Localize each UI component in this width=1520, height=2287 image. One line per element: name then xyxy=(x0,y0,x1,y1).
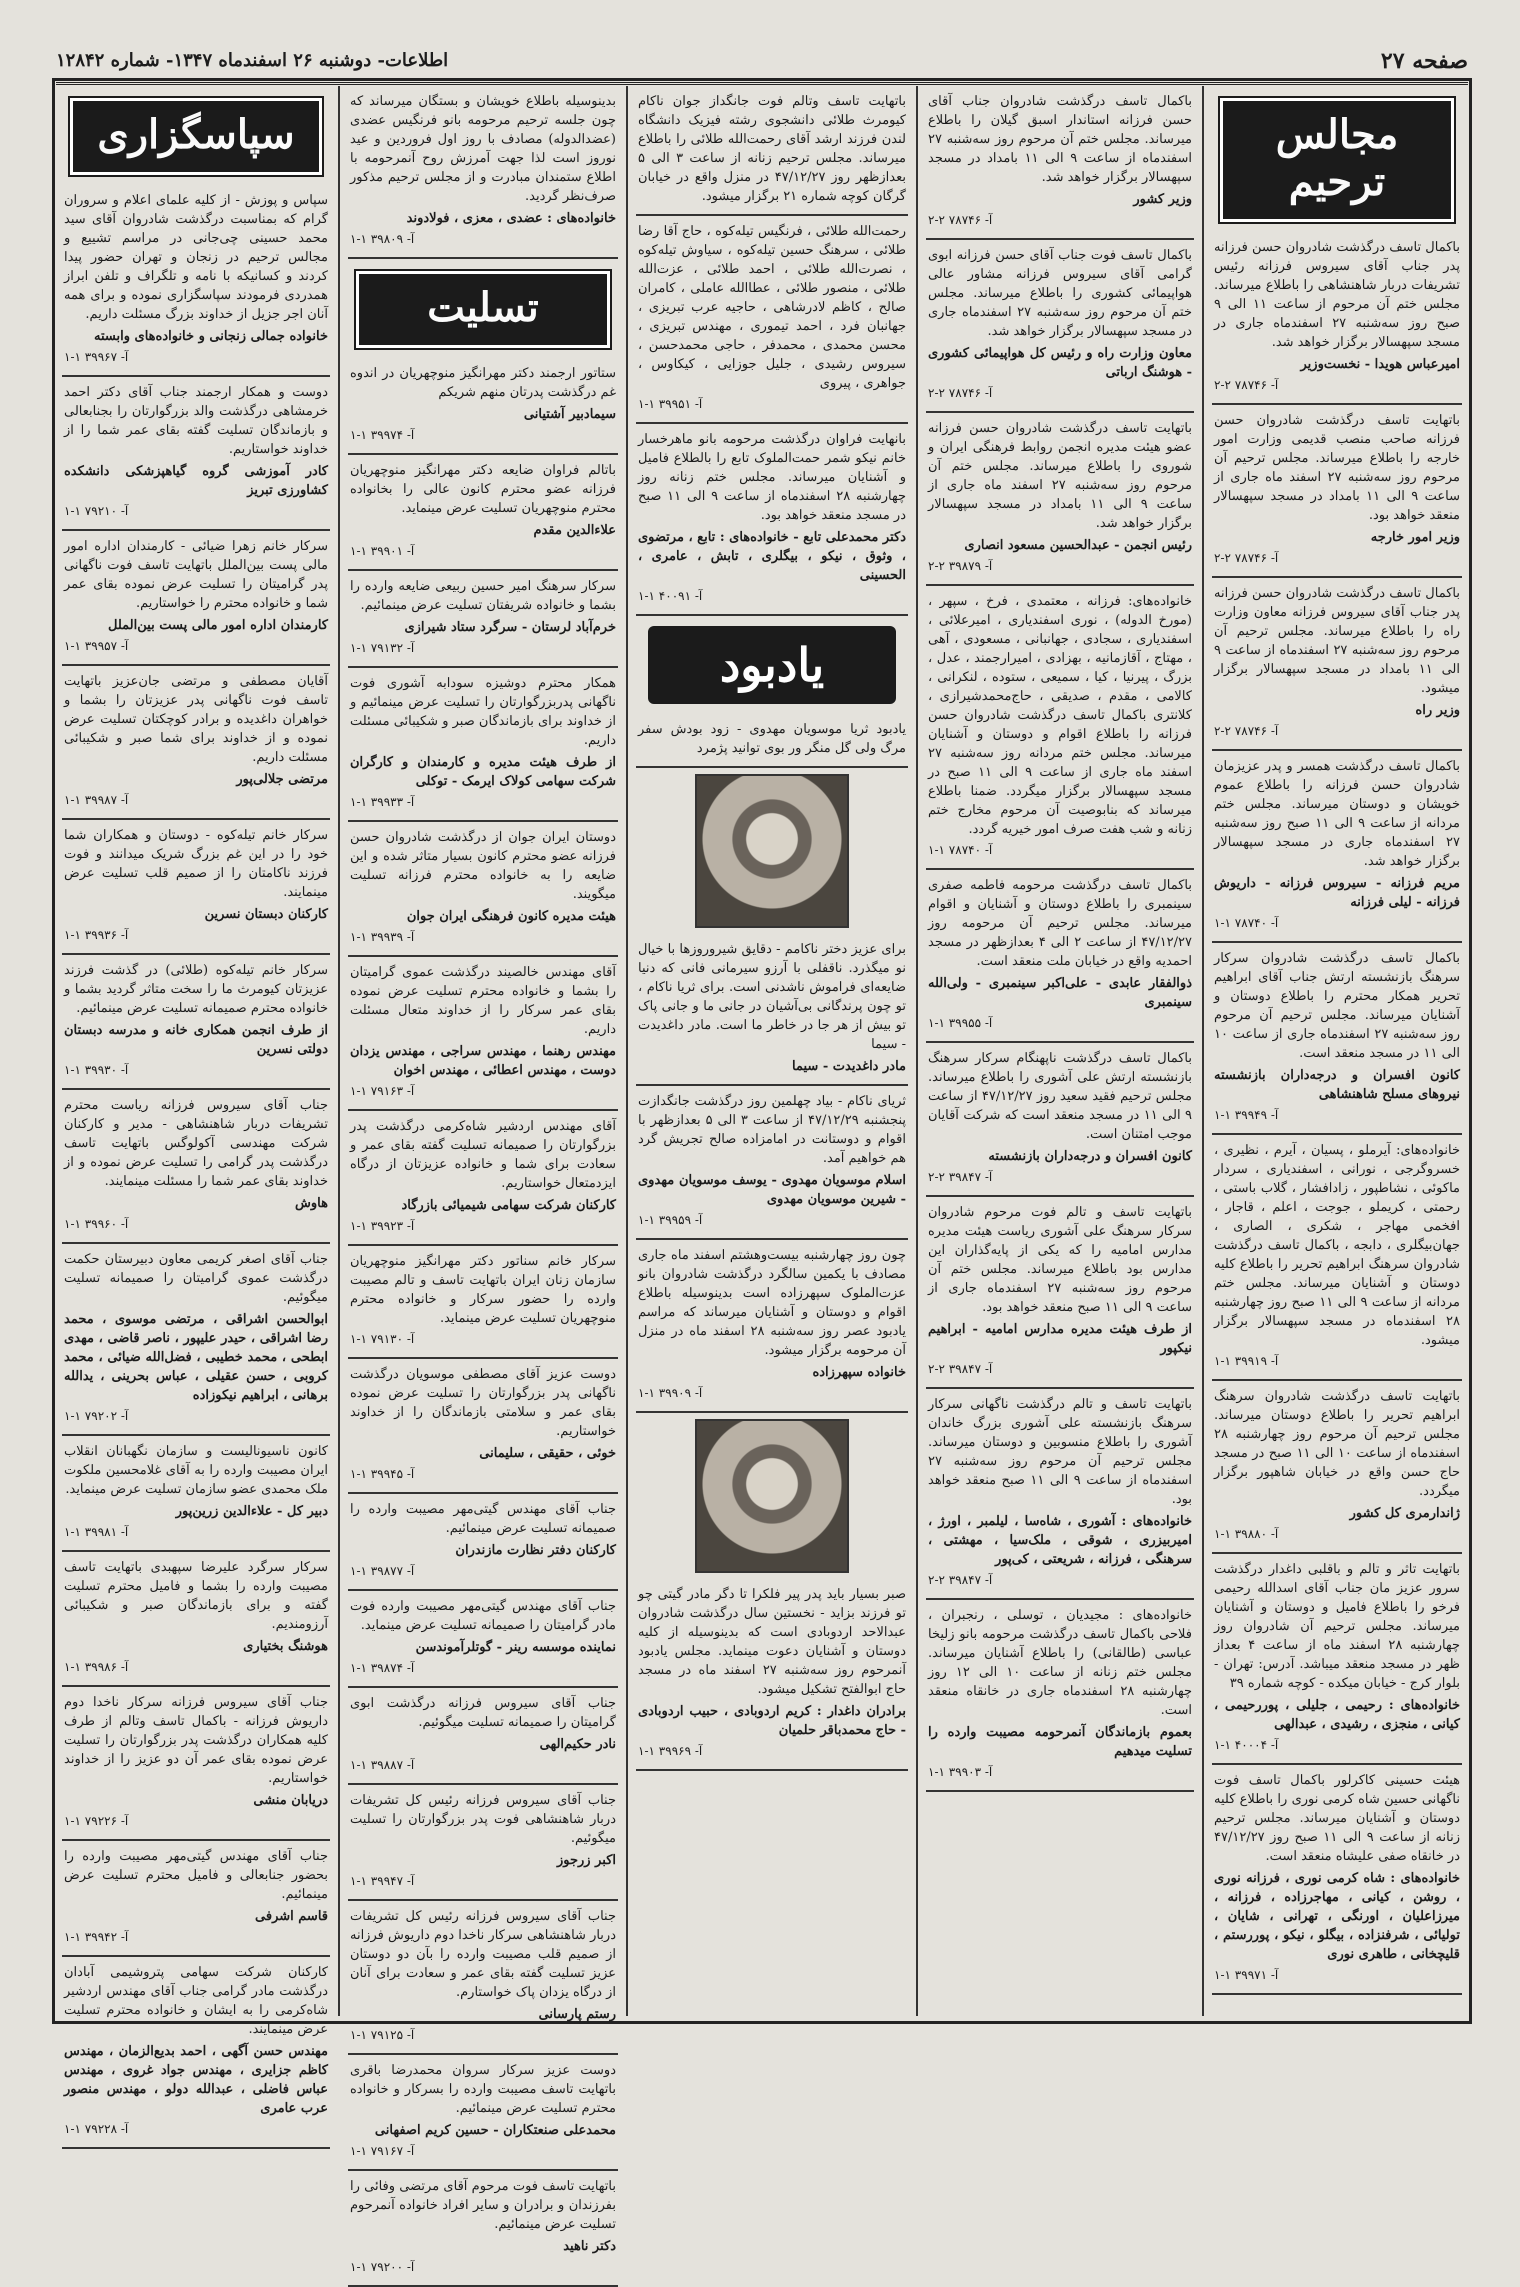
notice xyxy=(62,531,330,666)
notice-code: آ- ۷۹۲۲۶ ۱-۱ xyxy=(64,1814,129,1828)
notice-code: آ- ۷۸۷۴۶ ۲-۲ xyxy=(1214,724,1279,738)
notice xyxy=(636,1086,908,1240)
notice xyxy=(926,413,1194,586)
notice-code: آ- ۳۹۹۷۱ ۱-۱ xyxy=(1214,1968,1279,1982)
notice xyxy=(1212,405,1462,578)
notice-code: آ- ۷۹۱۶۳ ۱-۱ xyxy=(350,1084,415,1098)
notice xyxy=(636,216,908,424)
notice-text: هیئت حسینی کاکرلور باکمال تاسف فوت ناگهانی حسین شاه کرمی نوری را باطلاع کلیه دوستان و آشنایان میرساند. مجلس ترحیم زنانه از ساعت ۹ الی ۱۱ صبح روز ۴۷/۱۲/۲۷ در خانقاه صفی علیشاه منعقد است. xyxy=(1214,1773,1460,1864)
notice-signature: نماینده موسسه رینر - گوتلرآموندسن xyxy=(415,1640,616,1655)
notice-text: باکمال تاسف درگذشت همسر و پدر عزیزمان شادروان حسن فرزانه را باطلاع عموم خویشان و دوستان میرساند. مجلس ختم مردانه از ساعت ۹ الی ۱۱ صبح روز سه‌شنبه ۲۷ اسفندماه جاری در مسجد سپهسالار برگزار خواهد شد. xyxy=(1214,759,1460,869)
notice xyxy=(1212,943,1462,1135)
notice-signature: کارمندان اداره امور مالی پست بین‌الملل xyxy=(108,618,328,633)
notice xyxy=(348,1494,618,1591)
notice-code: آ- ۳۹۸۸۷ ۱-۱ xyxy=(350,1758,415,1772)
notice-text: همکار محترم دوشیزه سودابه آشوری فوت ناگهانی پدربزرگوارتان را تسلیت عرض مینمائیم و از خداوند برای بازماندگان صبر و شکیبائی مسئلت داریم. xyxy=(350,676,616,748)
notice-code: آ- ۳۹۹۰۳ ۱-۱ xyxy=(928,1765,993,1779)
notice xyxy=(348,1901,618,2055)
notice-signature: قاسم اشرفی xyxy=(255,1909,328,1924)
notice-code: آ- ۷۹۲۰۰ ۱-۱ xyxy=(350,2260,415,2274)
notice-text: جناب آقای مهندس گیتی‌مهر مصیبت وارده را بحضور جنابعالی و فامیل محترم تسلیت عرض مینمائیم. xyxy=(64,1849,328,1902)
notice xyxy=(1212,578,1462,751)
notice-code: آ- ۳۹۹۱۹ ۱-۱ xyxy=(1214,1354,1279,1368)
notice-signature: مهندس رهنما ، مهندس سراجی ، مهندس یزدان دوست ، مهندس اعطائی ، مهندس اخوان xyxy=(350,1044,616,1078)
notice-text: جناب آقای اصغر کریمی معاون دبیرستان حکمت درگذشت عموی گرامیتان را صمیمانه تسلیت میگوئیم. xyxy=(64,1252,328,1305)
notice-code: آ- ۷۸۷۴۶ ۲-۲ xyxy=(928,386,993,400)
section-banner-memorial: یادبود xyxy=(648,626,896,704)
column-memorial xyxy=(630,86,914,2016)
notice-text: سرکار خانم تیله‌کوه - دوستان و همکاران شما خود را در این غم بزرگ شریک میدانند و فوت فرزند ناکامتان را از صمیم قلب تسلیت عرض مینمایند. xyxy=(64,828,328,900)
notice xyxy=(1212,1765,1462,1995)
notice-code: آ- ۷۸۷۴۰ ۱-۱ xyxy=(1214,916,1279,930)
notice-code: آ- ۳۹۸۷۹ ۲-۲ xyxy=(928,559,993,573)
notice-code: آ- ۳۹۸۷۴ ۱-۱ xyxy=(350,1661,415,1675)
column-rule xyxy=(1202,86,1204,2016)
notice-code: آ- ۴۰۰۹۱ ۱-۱ xyxy=(638,589,703,603)
notice xyxy=(348,2055,618,2171)
notice xyxy=(348,1359,618,1494)
notice xyxy=(348,822,618,957)
notice-code: آ- ۳۹۹۳۳ ۱-۱ xyxy=(350,795,415,809)
notice-signature: خرم‌آباد لرستان - سرگرد ستاد شیرازی xyxy=(404,620,616,635)
notice-text: باکمال تاسف درگذشت شادروان حسن فرزانه پدر جناب آقای سیروس فرزانه رئیس تشریفات دربار شاهنشاهی را باطلاع میرساند. مجلس ختم آن مرحوم از ساعت ۱۱ الی ۹ صبح روز سه‌شنبه ۲۷ اسفندماه جاری در مسجد سپهسالار برگزار خواهد شد. xyxy=(1214,240,1461,350)
notice-signature: علاءالدین مقدم xyxy=(533,523,616,538)
notice-signature: خانواده‌های : آشوری ، شاه‌سا ، لیلمبر ، اورژ ، امیربیزری ، شوقی ، ملک‌سیا ، مهشتی ، سرهنگی ، فرزانه ، شریعتی ، کی‌پور xyxy=(928,1514,1192,1567)
notice-signature: ژاندارمری کل کشور xyxy=(1349,1506,1460,1521)
notice-text: باتهایت تاسف درگذشت شادروان سرهنگ ابراهیم تحریر را باطلاع دوستان میرساند. مجلس ترحیم آن مرحوم روز چهارشنبه ۲۸ اسفندماه از ساعت ۱۰ الی ۱۱ صبح در مسجد حاج حسن واقع در خیابان شاهپور برگزار میگردد. xyxy=(1214,1389,1460,1499)
notice-text: جناب آقای سیروس فرزانه رئیس کل تشریفات دربار شاهنشاهی سرکار ناخدا دوم داریوش فرزانه از صمیم قلب مصیبت وارده را بآن دو دوستان عزیز تسلیت گفته بقای عمر و سعادت برای آنان از درگاه یزدان پاک خواستارم. xyxy=(349,1909,616,2000)
notice xyxy=(62,1090,330,1244)
notice xyxy=(348,571,618,668)
notice-text: باتهایت تاسف و تالم درگذشت ناگهانی سرکار سرهنگ بازنشسته علی آشوری بزرگ خاندان آشوری را باطلاع منسوبین و دوستان میرساند. مجلس ترحیم آن مرحوم روز سه‌شنبه ۲۷ اسفندماه از ساعت ۹ الی ۱۱ صبح منعقد خواهد بود. xyxy=(928,1397,1192,1507)
notice-text: باتالم فراوان ضایعه دکتر مهرانگیز منوچهریان فرزانه عضو محترم کانون عالی را بخانواده محترم منوچهریان تسلیت عرض مینماید. xyxy=(350,463,616,516)
notice-code: آ- ۳۹۹۳۹ ۱-۱ xyxy=(350,930,415,944)
column-rule xyxy=(626,86,628,2016)
notice-code: آ- ۳۹۹۴۹ ۱-۱ xyxy=(1214,1108,1279,1122)
notice-code: آ- ۳۹۹۴۵ ۱-۱ xyxy=(350,1467,415,1481)
section-banner-thanks: سپاسگزاری xyxy=(70,98,322,175)
notice-text: جناب آقای سیروس فرزانه درگذشت ابوی گرامیتان را صمیمانه تسلیت میگوئیم. xyxy=(350,1696,616,1730)
notice xyxy=(62,820,330,955)
notice-code: آ- ۳۹۹۵۵ ۱-۱ xyxy=(928,1016,993,1030)
notice-code: آ- ۷۹۲۲۸ ۱-۱ xyxy=(64,2122,129,2136)
notice-text: سرکار خانم زهرا ضیائی - کارمندان اداره امور مالی پست بین‌الملل باتهایت تاسف فوت ناگهانی پدر گرامیتان را تسلیت عرض نموده بقای عمر شما و خانواده محترم را خواستاریم. xyxy=(64,539,328,611)
notice-code: آ- ۳۹۸۰۹ ۱-۱ xyxy=(350,232,415,246)
notice-text: خانواده‌های : مجیدیان ، توسلی ، رنجبران ، فلاحی باکمال تاسف درگذشت مرحومه بانو زلیخا عباسی (طالقانی) را باطلاع آشنایان میرساند. مجلس ختم زنانه از ساعت ۱۰ الی ۱۲ روز چهارشنبه ۲۸ اسفندماه جاری در خانقاه منعقد است. xyxy=(928,1608,1193,1718)
notice-text: سرکار خانم تیله‌کوه (طلائی) در گذشت فرزند عزیزتان کیومرث ما را سخت متاثر گردید بشما و خانواده محترم صمیمانه تسلیت عرض مینمائیم. xyxy=(64,963,328,1016)
notice-text: سپاس و پوزش - از کلیه علمای اعلام و سروران گرام که بمناسبت درگذشت شادروان آقای سید محمد حسینی چی‌جانی در مراسم تشییع و مجالس ترحیم در زنجان و تهران حضور پیدا کردند و کسانیکه با نامه و تلگراف و تلفن ابراز همدردی فرمودند سپاسگزاری نموده و برای همه آنان اجر جزیل از خداوند بزرگ مسئلت داریم. xyxy=(64,193,328,322)
notice-signature: خانواده‌های : عضدی ، معزی ، فولادوند xyxy=(406,211,616,226)
notice-code: آ- ۷۸۷۴۰ ۱-۱ xyxy=(928,843,993,857)
section-banner-condolences: مجالس ترحیم xyxy=(1220,98,1454,222)
notice-code: آ- ۳۹۹۶۰ ۱-۱ xyxy=(64,1217,129,1231)
notice-code: آ- ۳۹۹۳۶ ۱-۱ xyxy=(64,928,129,942)
notice-text: جناب آقای مهندس گیتی‌مهر مصیبت وارده را صمیمانه تسلیت عرض مینمائیم. xyxy=(350,1502,616,1536)
notice-signature: ذوالفقار عابدی - علی‌اکبر سینمبری - ولی‌الله سینمبری xyxy=(928,976,1192,1010)
notice-text: باتهایت تاسف درگذشت شادروان حسن فرزانه صاحب منصب قدیمی وزارت امور خارجه را باطلاع میرساند. مجلس ترحیم آن مرحوم روز سه‌شنبه ۲۷ اسفند ماه جاری از ساعت ۹ الی ۱۱ بامداد در مسجد سپهسالار منعقد خواهد بود. xyxy=(1214,413,1460,523)
notice-signature: اسلام موسویان مهدوی - یوسف موسویان مهدوی - شیرین موسویان مهدوی xyxy=(638,1173,906,1207)
notice-signature: معاون وزارت راه و رئیس کل هواپیمائی کشوری - هوشنگ ارباتی xyxy=(928,346,1192,380)
notice-code: آ- ۳۹۸۷۷ ۱-۱ xyxy=(350,1564,415,1578)
notice-signature: دریابان منشی xyxy=(253,1793,328,1808)
notice-code: آ- ۳۹۸۴۷ ۲-۲ xyxy=(928,1170,993,1184)
notice xyxy=(636,424,908,616)
notice xyxy=(636,1240,908,1413)
notice xyxy=(62,1436,330,1552)
notice-text: باکمال تاسف درگذشت ناپهنگام سرکار سرهنگ بازنشسته ارتش علی آشوری را باطلاع میرساند. مجلس ترحیم فقید سعید روز ۴۷/۱۲/۲۷ از ساعت ۹ الی ۱۱ در مسجد منعقد است که شرکت آقایان موجب امتنان است. xyxy=(928,1051,1193,1142)
section-banner-sympathy: تسلیت xyxy=(356,271,610,348)
notice-text: باکمال تاسف درگذشت شادروان حسن فرزانه پدر جناب آقای سیروس فرزانه معاون وزارت راه را باطلاع میرساند. مجلس ترحیم آن مرحوم روز سه‌شنبه ۲۷ اسفندماه از ساعت ۹ الی ۱۱ بامداد در مسجد سپهسالار برگزار میشود. xyxy=(1214,586,1460,696)
notice-code: آ- ۳۹۹۲۳ ۱-۱ xyxy=(350,1219,415,1233)
notice-code: آ- ۴۰۰۰۴ ۱-۱ xyxy=(1214,1738,1279,1752)
notice xyxy=(1212,232,1462,405)
notice-signature: خانواده جمالی زنجانی و خانواده‌های وابسته xyxy=(94,329,328,344)
notice xyxy=(348,1111,618,1246)
notice-text: خانواده‌های: فرزانه ، معتمدی ، فرخ ، سپهر ، (مورخ الدوله) ، نوری اسفندیاری ، امیرعلائی ، اسفندیاری ، سجادی ، جهانبانی ، مسعودی ، آهی ، مهتاج ، آقازمانیه ، بهزادی ، امیرارجمند ، عدل ، بزرگ ، پیرنیا ، کیا ، سمیعی ، ستوده ، لنکرانی ، کالامی ، مقدم ، صدیقی ، حاج‌محمدشیرازی ، کلانتری باکمال تاسف درگذشت شادروان حسن فرزانه را باطلاع اقوام و دوستان و آشنایان میرساند. مجلس ختم مردانه روز سه‌شنبه ۲۷ اسفند ماه جاری از ساعت ۹ الی ۱۱ صبح در مسجد سپهسالار برگزار میگردد. ضمنا باطلاع میرساند که بنابوصیت آن مرحوم مخارج ختم زنانه و شب هفت صرف امور خیریه گردد. xyxy=(928,594,1192,837)
notice-code: آ- ۷۸۷۴۶ ۲-۲ xyxy=(928,213,993,227)
notice-code: آ- ۳۹۹۸۱ ۱-۱ xyxy=(64,1525,129,1539)
notice-text: باکمال تاسف درگذشت شادروان سرکار سرهنگ بازنشسته ارتش جناب آقای ابراهیم تحریر همکار محترم را باطلاع دوستان و آشنایان میرساند. مجلس ترحیم آن مرحوم روز سه‌شنبه ۲۷ اسفندماه جاری از ساعت ۱۰ الی ۱۱ در مسجد منعقد است. xyxy=(1214,951,1460,1061)
notice-signature: دکتر محمدعلی تابع - خانواده‌های : تابع ، مرتضوی ، وثوق ، نیکو ، بیگلری ، تابش ، عامری ، الحسینی xyxy=(638,530,906,583)
notice-signature: رئیس انجمن - عبدالحسین مسعود انصاری xyxy=(964,538,1192,553)
notice-text: چون روز چهارشنبه بیست‌وهشتم اسفند ماه جاری مصادف با یکمین سالگرد درگذشت شادروان بانو عزت‌الملوک سپهرزاده است بدینوسیله باطلاع اقوام و دوستان و آشنایان میرساند که مراسم یادبود عصر روز سه‌شنبه ۲۸ اسفند ماه در منزل آن مرحومه برگزار میشود. xyxy=(638,1248,906,1358)
notice xyxy=(348,1785,618,1901)
notice xyxy=(62,1244,330,1436)
notice-code: آ- ۷۹۱۲۵ ۱-۱ xyxy=(350,2028,415,2042)
notices-list xyxy=(348,86,618,2287)
notice-text: باتهایت تاثر و تالم و باقلبی داغدار درگذشت سرور عزیز مان جناب آقای اسدالله رحیمی فرخو را باطلاع فامیل و دوستان و آشنایان میرساند. مجلس ترحیم آن شادروان روز چهارشنبه ۲۸ اسفند ماه از ساعت ۴ بعداز ظهر در مسجد منعقد میباشد. آدرس: تهران - بلوار کرج - خیابان میکده - کوچه شماره ۳۹ xyxy=(1214,1562,1460,1691)
notice xyxy=(926,240,1194,413)
notice xyxy=(926,1389,1194,1600)
notice xyxy=(926,1043,1194,1197)
notice-code: آ- ۳۹۹۰۱ ۱-۱ xyxy=(350,544,415,558)
column-condolences-2 xyxy=(920,86,1200,2016)
notice xyxy=(348,1688,618,1785)
notice xyxy=(636,714,908,768)
notice-signature: کارکنان دبستان نسرین xyxy=(204,907,328,922)
notice-text: باکمال تاسف فوت جناب آقای حسن فرزانه ابوی گرامی آقای سیروس فرزانه مشاور عالی هواپیمائی کشوری را باطلاع میرساند. مجلس ختم آن مرحوم روز سه‌شنبه ۲۷ اسفندماه جاری در مسجد سپهسالار برگزار خواهد شد. xyxy=(928,248,1193,339)
notice-code: آ- ۷۹۱۶۷ ۱-۱ xyxy=(350,2144,415,2158)
notice xyxy=(926,870,1194,1043)
notice-text: باکمال تاسف درگذشت مرحومه فاطمه صفری سینمبری را باطلاع دوستان و آشنایان و اقوام میرساند. مجلس ترحیم آن مرحومه روز ۴۷/۱۲/۲۷ از ساعت ۲ الی ۴ بعدازظهر در مسجد احمدیه واقع در خیابان ملت منعقد است. xyxy=(928,878,1192,969)
notice xyxy=(926,586,1194,870)
notices-list xyxy=(1212,232,1462,1995)
column-rule xyxy=(916,86,918,2016)
notice-text: جناب آقای سیروس فرزانه ریاست محترم تشریفات دربار شاهنشاهی - مدیر و کارکنان شرکت مهندسی آکولوگس باتهایت تاسف درگذشت پدر گرامی را تسلیت عرض نموده و از خداوند بقای عمر شما را مسئلت مینمایند. xyxy=(64,1098,328,1189)
column-condolences xyxy=(1206,86,1468,2016)
notice-code: آ- ۳۹۹۵۷ ۱-۱ xyxy=(64,639,129,653)
notice-signature: مرتضی جلالی‌پور xyxy=(236,772,328,787)
notice-signature: دکتر ناهید xyxy=(563,2239,616,2254)
notice-signature: مریم فرزانه - سیروس فرزانه - داریوش فرزانه - لیلی فرزانه xyxy=(1214,876,1460,910)
notice-signature: کارکنان شرکت سهامی شیمیائی بازرگاد xyxy=(401,1198,616,1213)
notice-signature: خانواده‌های : شاه کرمی نوری ، فرزانه نوری ، روشن ، کیانی ، مهاجرزاده ، فرزانه ، میرزاعلیان ، اورنگی ، تهرانی ، شایان ، تولیائی ، شرفنزاده ، بیگلو ، نیکو ، پوررستم ، قلیچخانی ، طاهری نوری xyxy=(1214,1871,1460,1962)
notices-list xyxy=(926,86,1194,1792)
notice-text: دوست عزیز آقای مصطفی موسویان درگذشت ناگهانی پدر بزرگوارتان را تسلیت عرض نموده بقای عمر و سلامتی بازماندگان را از خداوند خواستاریم. xyxy=(350,1367,616,1439)
notice-signature: خوئی ، حقیقی ، سلیمانی xyxy=(479,1446,616,1461)
notice xyxy=(62,1552,330,1687)
notice xyxy=(926,1197,1194,1389)
notice-text: آقای مهندس اردشیر شاه‌کرمی درگذشت پدر بزرگوارتان را صمیمانه تسلیت گفته بقای عمر و سعادت برای شما و خانواده عزیزتان از درگاه ایزدمتعال خواستاریم. xyxy=(350,1119,616,1191)
notice-text: آقایان مصطفی و مرتضی جان‌عزیز باتهایت تاسف فوت ناگهانی پدر عزیزتان را بشما و خواهران داغدیده و برادر کوچکتان تسلیت عرض نموده و از خداوند برای شما صبر و شکیبائی مسئلت داریم. xyxy=(64,674,328,765)
notice-signature: اکبر زرجوز xyxy=(556,1853,616,1868)
notice xyxy=(62,1841,330,1957)
notice-code: آ- ۳۹۹۸۶ ۱-۱ xyxy=(64,1660,129,1674)
notice-signature: نادر حکیم‌الهی xyxy=(539,1737,616,1752)
notice xyxy=(348,1591,618,1688)
notice-text: کارکنان شرکت سهامی پتروشیمی آبادان درگذشت مادر گرامی جناب آقای مهندس اردشیر شاه‌کرمی را به ایشان و خانواده محترم تسلیت عرض مینمایند. xyxy=(64,1965,328,2037)
notice-signature: سیمادبیر آشتیانی xyxy=(523,407,616,422)
notice-code: آ- ۷۹۲۰۲ ۱-۱ xyxy=(64,1409,129,1423)
notice-text: سرکار سرگرد علیرضا سپهبدی باتهایت تاسف مصیبت وارده را بشما و فامیل محترم تسلیت گفته و برای بازماندگان صبر و شکیبائی آرزومندیم. xyxy=(64,1560,328,1632)
notice xyxy=(926,1600,1194,1792)
notice-text: رحمت‌الله طلائی ، فرنگیس تیله‌کوه ، حاج آقا رضا طلائی ، سرهنگ حسین تیله‌کوه ، سیاوش تیله‌کوه ، نصرت‌الله طلائی ، احمد طلائی ، عزت‌الله طلائی ، منصور طلائی ، عطاالله عاملی ، کامران صالح ، کاظم لادرشاهی ، حاجیه عرب تبریزی ، جهانبان فرد ، احمد تیموری ، مهندس تبریزی ، محسن محمدی ، محمدفر ، حاجی محمدحسن ، سیروس رشیدی ، جلیل جوزایی ، کیکاوس ، جواهری ، پیروی xyxy=(638,224,906,391)
masthead: اطلاعات- دوشنبه ۲۶ اسفندماه ۱۳۴۷- شماره ۱۲۸۴۲ xyxy=(56,50,449,71)
notice xyxy=(636,86,908,216)
notice-signature: از طرف هیئت مدیره مدارس امامیه - ابراهیم نیکپور xyxy=(928,1322,1192,1356)
notice xyxy=(62,955,330,1090)
notice-signature: خانواده‌های : رحیمی ، جلیلی ، پوررحیمی ، کیانی ، منجزی ، رشیدی ، عبدالهی xyxy=(1214,1698,1460,1732)
notice-code: آ- ۳۹۹۶۹ ۱-۱ xyxy=(638,1744,703,1758)
notice-code: آ- ۳۹۸۸۰ ۱-۱ xyxy=(1214,1527,1279,1541)
notice-signature: محمدعلی صنعتکاران - حسین کریم اصفهانی xyxy=(374,2123,616,2138)
notice-text: دوست عزیز سرکار سروان محمدرضا باقری باتهایت تاسف مصیبت وارده را بسرکار و خانواده محترم تسلیت عرض مینمائیم. xyxy=(350,2063,616,2116)
notice-code: آ- ۳۹۹۵۹ ۱-۱ xyxy=(638,1213,703,1227)
notice-signature: وزیر کشور xyxy=(1133,192,1192,207)
notice xyxy=(348,2171,618,2287)
notice-text: کانون ناسیونالیست و سازمان نگهبانان انقلاب ایران مصیبت وارده را به آقای غلامحسین ملکوت ملک محمدی عضو سازمان تسلیت عرض مینماید. xyxy=(64,1444,328,1497)
notice-signature: هاوش xyxy=(295,1196,328,1211)
notice xyxy=(636,934,908,1086)
notice-text: سرکار سرهنگ امیر حسین ربیعی ضایعه وارده را بشما و خانواده شریفتان تسلیت عرض مینمائیم. xyxy=(350,579,616,613)
notice-text: ثریای ناکام - بیاد چهلمین روز درگذشت جانگدازت پنجشنبه ۴۷/۱۲/۲۹ از ساعت ۳ الی ۵ بعدازظهر با اقوام و دوستانت در امامزاده صالح تجریش گرد هم خواهیم آمد. xyxy=(638,1094,906,1166)
memorial-photo-man xyxy=(695,1419,849,1573)
notice-text: باتهایت تاسف درگذشت شادروان حسن فرزانه عضو هیئت مدیره انجمن روابط فرهنگی ایران و شوروی را باطلاع میرساند. مجلس ختم آن مرحوم روز سه‌شنبه ۲۷ اسفند ماه جاری از ساعت ۹ الی ۱۱ بامداد در مسجد سپهسالار برگزار خواهد شد. xyxy=(928,421,1192,531)
notice-code: آ- ۷۹۱۳۰ ۱-۱ xyxy=(350,1332,415,1346)
notice xyxy=(348,668,618,822)
notice-text: بدینوسیله باطلاع خویشان و بستگان میرساند که چون جلسه ترحیم مرحومه بانو فرنگیس عضدی (عضدالدوله) مصادف با روز اول فروردین و عید نوروز است لذا جهت آمرزش روح آنمرحومه با اطلاع ستمندان مبادرت و از مجلس ترحیم مذکور صرف‌نظر گردید. xyxy=(350,94,616,204)
notice-text: یادبود ثریا موسویان مهدوی - زود بودش سفر مرگ ولی گل منگر ور بوی توانید پژمرد xyxy=(638,722,906,756)
notice xyxy=(62,377,330,531)
notice xyxy=(348,1246,618,1359)
notice-code: آ- ۳۹۸۴۷ ۲-۲ xyxy=(928,1573,993,1587)
notice-text: ستاتور ارجمند دکتر مهرانگیز منوچهریان در اندوه غم درگذشت پدرتان منهم شریکم xyxy=(350,366,616,400)
notice-code: آ- ۳۹۹۴۷ ۱-۱ xyxy=(350,1874,415,1888)
notice xyxy=(62,1957,330,2149)
notice-text: آقای مهندس خالصیند درگذشت عموی گرامیتان را بشما و خانواده محترم تسلیت عرض نموده بقای عمر سرکار را از خداوند متعال مسئلت داریم. xyxy=(350,965,616,1037)
notice-signature: وزیر راه xyxy=(1415,703,1460,718)
notice-text: باتهایت تاسف وتالم فوت جانگداز جوان ناکام کیومرث طلائی دانشجوی رشته فیزیک دانشگاه لندن فرزند ارشد آقای رحمت‌الله طلائی را باطلاع میرساند. مجلس ترحیم زنانه از ساعت ۳ الی ۵ بعدازظهر روز ۴۷/۱۲/۲۷ در منزل واقع در خیابان گرگان کوچه شماره ۲۱ برگزار میشود. xyxy=(638,94,906,204)
notice-code: آ- ۳۹۹۷۴ ۱-۱ xyxy=(350,428,415,442)
page-number: صفحه ۲۷ xyxy=(1380,48,1468,74)
column-thanks xyxy=(56,86,336,2136)
notice-text: برای عزیز دختر ناکامم - دقایق شیروروزها با خیال نو میگذرد. ناقفلی با آرزو سیرمانی فانی که دنیا ضایعه‌ای فراموش ناشدنی است. برای ثریا ناکام ، تو چون پرندگانی بی‌آشیان در جانی ما و جانی پاک تو بیش از هر جا در خاطر ما است. مادر داغدیدت - سیما xyxy=(638,942,906,1052)
notice xyxy=(62,1687,330,1841)
notice-signature: رستم پارسانی xyxy=(538,2007,616,2022)
notice-code: آ- ۳۹۹۶۷ ۱-۱ xyxy=(64,350,129,364)
notice-text: باکمال تاسف درگذشت شادروان جناب آقای حسن فرزانه استاندار اسبق گیلان را باطلاع میرساند. مجلس ختم آن مرحوم روز سه‌شنبه ۲۷ اسفندماه از ساعت ۹ الی ۱۱ بامداد در مسجد سپهسالار برگزار خواهد شد. xyxy=(928,94,1192,185)
memorial-photo xyxy=(695,774,849,928)
notice xyxy=(62,185,330,377)
notice-signature: برادران داغدار : کریم اردوبادی ، حبیب اردوبادی - حاج محمدباقر حلمیان xyxy=(638,1704,906,1738)
notice-text: باتهایت تاسف و تالم فوت مرحوم شادروان سرکار سرهنگ علی آشوری ریاست هیئت مدیره مدارس امامیه را که یکی از پایه‌گذاران این مدارس بود باطلاع میرساند. مجلس ختم آن مرحوم روز سه‌شنبه ۲۷ اسفندماه جاری از ساعت ۹ الی ۱۱ صبح منعقد خواهد بود. xyxy=(928,1205,1192,1315)
notice xyxy=(1212,751,1462,943)
notice-signature: کانون افسران و درجه‌داران بازنشسته نیروهای مسلح شاهنشاهی xyxy=(1214,1068,1460,1102)
notice xyxy=(62,666,330,820)
notice-signature: امیرعباس هویدا - نخست‌وزیر xyxy=(1300,357,1460,372)
notices-list xyxy=(636,86,908,1771)
notice-signature: کانون افسران و درجه‌داران بازنشسته xyxy=(988,1149,1192,1164)
notice-signature: بعموم بازماندگان آنمرحومه مصیبت وارده را تسلیت میدهیم xyxy=(928,1725,1192,1759)
notice-code: آ- ۷۹۱۳۲ ۱-۱ xyxy=(350,641,415,655)
notice xyxy=(1212,1381,1462,1554)
notice-signature: هوشنگ بختیاری xyxy=(243,1639,328,1654)
column-sympathy xyxy=(342,86,624,2274)
notice xyxy=(1212,1135,1462,1381)
notice-code: آ- ۷۸۷۴۶ ۲-۲ xyxy=(1214,551,1279,565)
notice xyxy=(348,358,618,455)
notice-code: آ- ۳۹۸۴۷ ۲-۲ xyxy=(928,1362,993,1376)
notice-code: آ- ۳۹۹۰۹ ۱-۱ xyxy=(638,1386,703,1400)
notice-signature: مهندس حسن آگهی ، احمد بدیع‌الزمان ، مهندس کاظم جزایری ، مهندس جواد غروی ، مهندس عباس فاضلی ، عبدالله دولو ، مهندس منصور عرب عامری xyxy=(64,2044,328,2116)
notice-signature: از طرف انجمن همکاری خانه و مدرسه دبستان دولتی نسرین xyxy=(64,1023,328,1057)
notice-signature: کادر آموزشی گروه گیاهپزشکی دانشکده کشاورزی تبریز xyxy=(64,464,328,498)
notice-signature: هیئت مدیره کانون فرهنگی ایران جوان xyxy=(406,909,616,924)
notice-text: جناب آقای سیروس فرزانه رئیس کل تشریفات دربار شاهنشاهی فوت پدر بزرگوارتان را تسلیت میگوئیم. xyxy=(350,1793,616,1846)
notice-signature: کارکنان دفتر نظارت مازندران xyxy=(455,1543,616,1558)
notice-text: باتهایت تاسف فوت مرحوم آقای مرتضی وفائی را بفرزندان و برادران و سایر افراد خانواده آنمرحوم تسلیت عرض مینمائیم. xyxy=(350,2179,616,2232)
notice-signature: مادر داغدیدت - سیما xyxy=(792,1059,906,1074)
notice-text: خانواده‌های: آیرملو ، پسیان ، آیرم ، نظیری ، خسروگرجی ، نورانی ، اسفندیاری ، سردار ماکوئی ، نشاطپور ، زادافشار ، گلاب باستی ، رحمتی ، کریملو ، جوجت ، اعلم ، قاجار ، افخمی مهاجر ، شکری ، الصاری ، جهان‌بیگلری ، دابجه ، باکمال تاسف درگذشت شادروان سرهنگ ابراهیم تحریر را باطلاع کلیه دوستان و آشنایان میرساند. مجلس ختم مردانه از ساعت ۹ الی ۱۱ صبح روز چهارشنبه ۲۸ اسفندماه در مسجد سپهسالار برگزار میشود. xyxy=(1214,1143,1460,1348)
column-rule xyxy=(338,86,340,2016)
notice-signature: خانواده سپهرزاده xyxy=(812,1365,906,1380)
notice-text: سرکار خانم سناتور دکتر مهرانگیز منوچهریان سازمان زنان ایران باتهایت تاسف و تالم مصیبت وارده را حضور سرکار و خانواده محترم منوچهریان تسلیت عرض مینماید. xyxy=(350,1254,616,1326)
notice xyxy=(636,1579,908,1771)
notice-text: جناب آقای مهندس گیتی‌مهر مصیبت وارده فوت مادر گرامیتان را صمیمانه تسلیت عرض مینماید. xyxy=(350,1599,616,1633)
notice-code: آ- ۷۹۲۱۰ ۱-۱ xyxy=(64,504,129,518)
notice xyxy=(926,86,1194,240)
notice-code: آ- ۳۹۹۴۲ ۱-۱ xyxy=(64,1930,129,1944)
notice-text: صبر بسیار باید پدر پیر فلکرا تا دگر مادر گیتی چو تو فرزند بزاید - نخستین سال درگذشت شادروان عبدالاحد اردوبادی است که بدینوسیله از کلیه دوستان و آشنایان دعوت مینماید. مجلس یادبود آنمرحوم روز سه‌شنبه ۲۷ اسفند ماه در مسجد حاج ابوالفتح تشکیل میشود. xyxy=(638,1587,906,1697)
notice-signature: وزیر امور خارجه xyxy=(1370,530,1460,545)
notice-code: آ- ۳۹۹۸۷ ۱-۱ xyxy=(64,793,129,807)
notice-text: دوست و همکار ارجمند جناب آقای دکتر احمد خرمشاهی درگذشت والد بزرگوارتان را بجنابعالی و بازماندگان تسلیت گفته بقای عمر شما را از خداوند خواستاریم. xyxy=(64,385,328,457)
notice-signature: ابوالحسن اشراقی ، مرتضی موسوی ، محمد رضا اشراقی ، حیدر علیپور ، ناصر قاضی ، مهدی ابطحی ، محمد خطیبی ، فضل‌الله ضیائی ، محمد کروبی ، حسن عقیلی ، عباس بحرینی ، یدالله برهانی ، ابراهیم نیکوزاده xyxy=(64,1312,328,1403)
notice xyxy=(348,455,618,571)
notice-code: آ- ۳۹۹۳۰ ۱-۱ xyxy=(64,1063,129,1077)
notice-text: بانهایت فراوان درگذشت مرحومه بانو ماهرخسار خانم نیکو شمر حمت‌الملوک تابع را بالطلاع فامیل و آشنایان میرساند. مجلس ختم زنانه روز چهارشنبه ۲۸ اسفندماه از ساعت ۹ الی ۱۱ صبح در مسجد منعقد خواهد بود. xyxy=(638,432,906,523)
notice-signature: از طرف هیئت مدیره و کارمندان و کارگران شرکت سهامی کولاک ایرمک - توکلی xyxy=(350,755,616,789)
notice xyxy=(348,86,618,259)
notice-code: آ- ۷۸۷۴۶ ۲-۲ xyxy=(1214,378,1279,392)
notice-code: آ- ۳۹۹۵۱ ۱-۱ xyxy=(638,397,703,411)
notice xyxy=(1212,1554,1462,1765)
notices-list xyxy=(62,185,330,2149)
notice-signature: دبیر کل - علاءالدین زرین‌پور xyxy=(175,1504,328,1519)
notice-text: جناب آقای سیروس فرزانه سرکار ناخدا دوم داریوش فرزانه - باکمال تاسف وتالم از طرف کلیه همکاران درگذشت پدر بزرگوارتان را تسلیت عرض نموده بقای عمر آن دو عزیز را از خداوند خواستاریم. xyxy=(64,1695,328,1786)
notice xyxy=(348,957,618,1111)
notice-text: دوستان ایران جوان از درگذشت شادروان حسن فرزانه عضو محترم کانون بسیار متاثر شده و این ضایعه را به خانواده محترم فرزانه تسلیت میگویند. xyxy=(350,830,616,902)
